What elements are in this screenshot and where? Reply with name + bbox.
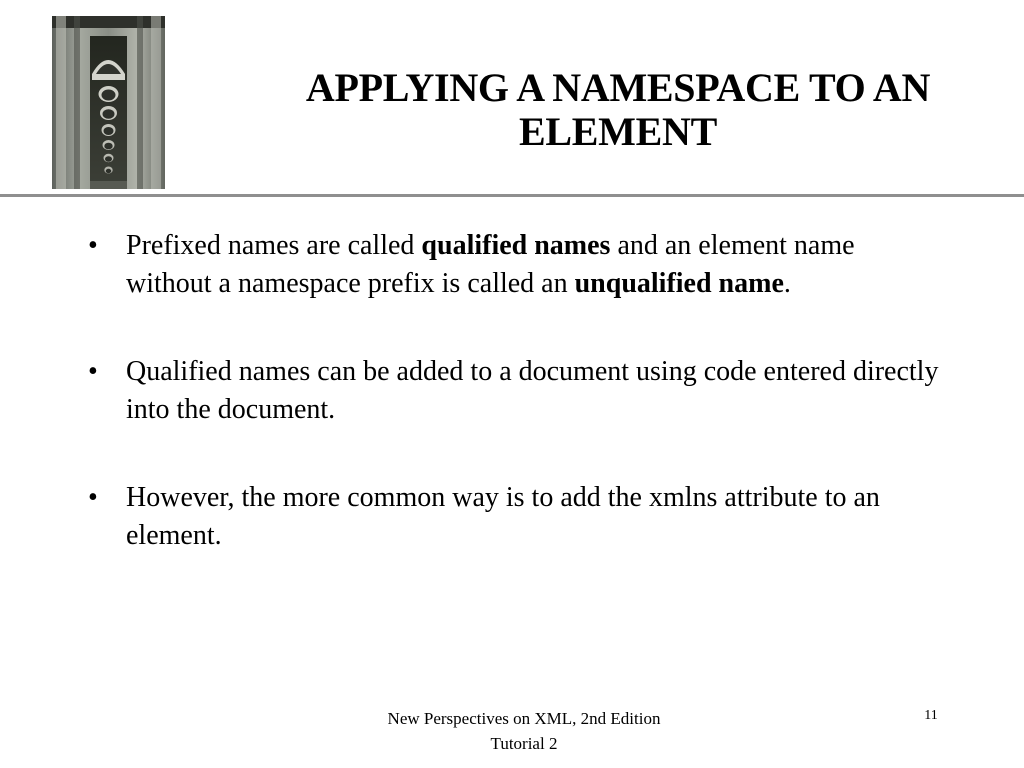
bullet-text: However, the more common way is to add the xmlns attribute to an element. [126,482,880,551]
bullet-marker: • [88,230,98,261]
slide-title-line2: ELEMENT [519,109,717,154]
bullet-item-xmlns-attribute [85,479,945,555]
bullet-item-qualified-names [85,227,945,303]
bullet-item-code-entry [85,353,945,429]
slide-title-line1: APPLYING A NAMESPACE TO AN [305,65,931,110]
bullet-text: Prefixed names are called [126,230,422,261]
bullet-marker: • [88,356,98,387]
bullet-text: and an element name without a namespace prefix is called an [126,230,855,299]
bridge-arches-photo [52,16,165,189]
bullet-bold-term: qualified names [421,230,611,261]
slide-title [235,66,1001,154]
slide-footer [324,706,724,756]
footer-book-title: New Perspectives on XML, 2nd Edition [387,709,661,728]
title-divider [0,194,1024,197]
bullet-list [85,227,945,555]
footer-tutorial: Tutorial 2 [490,734,558,753]
bullet-bold-term: unqualified name [574,268,784,299]
page-number: 11 [924,708,938,723]
bullet-marker: • [88,482,98,513]
bullet-text: . [783,268,791,299]
bullet-text: Qualified names can be added to a document using code entered directly into the document. [126,356,939,425]
